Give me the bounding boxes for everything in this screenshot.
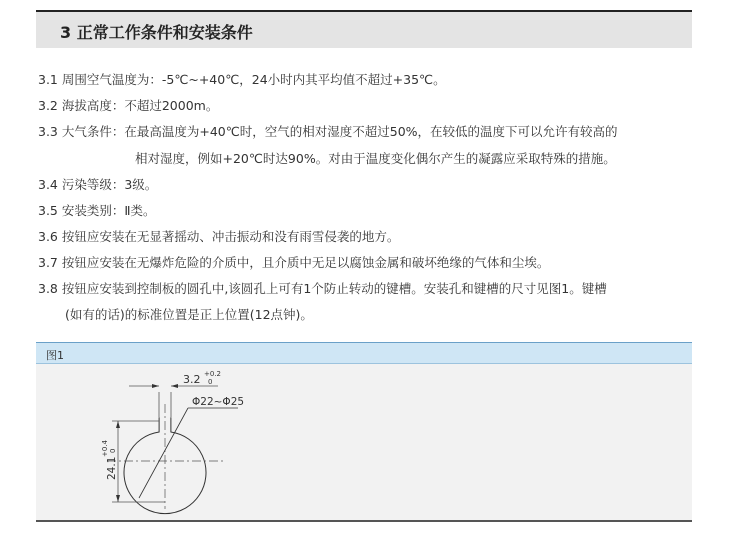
item-3-2: 3.2 海拔高度：不超过2000m。	[38, 98, 219, 113]
dim-width-tol-lower: 0	[208, 378, 213, 386]
hole-outline	[124, 417, 206, 513]
item-3-8-continued: (如有的话)的标准位置是正上位置(12点钟)。	[65, 307, 313, 322]
dim-height-tol-lower: 0	[109, 448, 117, 453]
dim-height-tol-upper: +0.4	[101, 440, 109, 457]
mounting-hole-diagram	[36, 364, 692, 522]
figure-label: 图1	[46, 349, 64, 362]
item-3-3: 3.3 大气条件：在最高温度为+40℃时，空气的相对湿度不超过50%，在较低的温度下可以允许有较高的	[38, 124, 618, 139]
dim-width: 3.2	[183, 373, 201, 386]
keyway-arrow-left	[152, 384, 159, 388]
section-title: 3 正常工作条件和安装条件	[60, 23, 253, 42]
figure-header	[36, 342, 692, 364]
item-3-7: 3.7 按钮应安装在无爆炸危险的介质中，且介质中无足以腐蚀金属和破坏绝缘的气体和尘埃。	[38, 255, 550, 270]
item-3-5: 3.5 安装类别：Ⅱ类。	[38, 203, 156, 218]
section-header	[36, 10, 692, 48]
dim-diameter: Φ22~Φ25	[192, 396, 245, 408]
item-3-3-continued: 相对湿度，例如+20℃时达90%。对由于温度变化偶尔产生的凝露应采取特殊的措施。	[135, 151, 616, 166]
figure-body	[36, 364, 692, 522]
dim-height: 24.1	[106, 456, 118, 480]
height-arrow-top	[116, 421, 120, 428]
keyway-arrow-right	[171, 384, 178, 388]
item-3-8: 3.8 按钮应安装到控制板的圆孔中,该圆孔上可有1个防止转动的键槽。安装孔和键槽的尺寸见图1。键槽	[38, 281, 607, 296]
dim-width-tol-upper: +0.2	[204, 370, 221, 378]
item-3-4: 3.4 污染等级：3级。	[38, 177, 158, 192]
item-3-1: 3.1 周围空气温度为：-5℃~+40℃，24小时内其平均值不超过+35℃。	[38, 72, 446, 87]
diameter-leader	[139, 408, 188, 498]
height-arrow-bottom	[116, 495, 120, 502]
item-3-6: 3.6 按钮应安装在无显著摇动、冲击振动和没有雨雪侵袭的地方。	[38, 229, 400, 244]
